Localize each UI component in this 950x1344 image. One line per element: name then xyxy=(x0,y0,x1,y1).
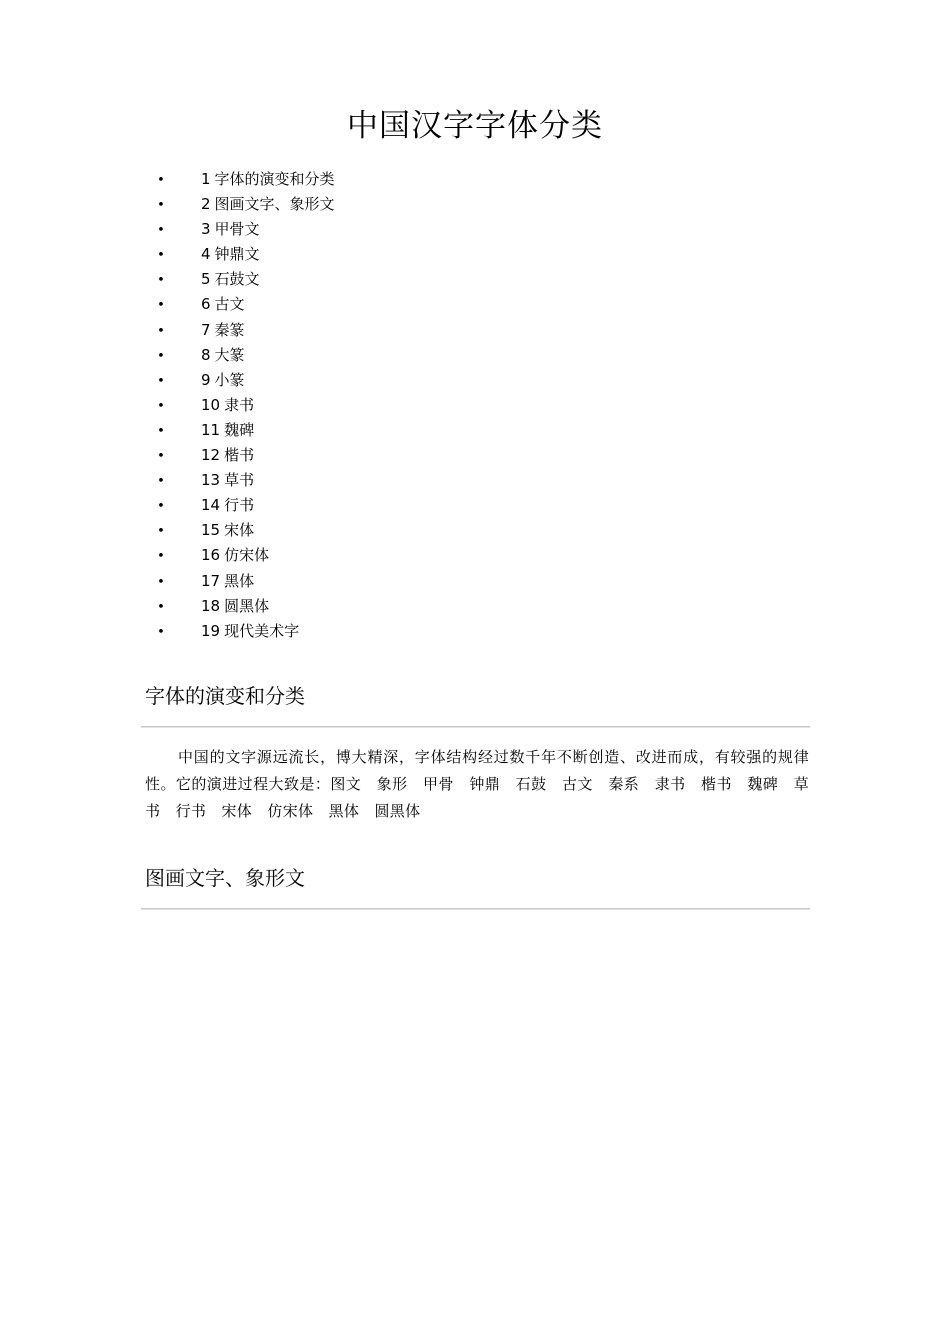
toc-link[interactable] xyxy=(201,418,254,443)
bullet-icon: • xyxy=(157,273,165,289)
bullet-icon: • xyxy=(157,398,165,414)
toc-item[interactable] xyxy=(0,217,600,242)
toc-item[interactable] xyxy=(0,242,600,267)
toc-label: 字体的演变和分类 xyxy=(214,170,335,188)
section-divider xyxy=(141,908,810,910)
bullet-icon: • xyxy=(157,574,165,590)
bullet-icon: • xyxy=(157,348,165,364)
bullet-icon: • xyxy=(157,599,165,615)
toc-link[interactable] xyxy=(201,468,254,493)
toc-item[interactable] xyxy=(0,267,600,292)
bullet-icon: • xyxy=(157,474,165,490)
toc-number: 8 xyxy=(201,345,211,364)
toc-link[interactable] xyxy=(201,619,299,644)
section-divider xyxy=(141,726,810,728)
toc-number: 12 xyxy=(201,446,221,465)
toc-number: 18 xyxy=(201,596,221,615)
toc-label: 宋体 xyxy=(224,521,255,540)
toc-number: 10 xyxy=(201,395,221,414)
toc-item[interactable] xyxy=(0,619,600,644)
toc-item[interactable] xyxy=(0,343,600,368)
toc-link[interactable] xyxy=(201,242,260,267)
bullet-icon: • xyxy=(157,298,165,314)
toc-label: 大篆 xyxy=(214,345,245,364)
toc-label: 隶书 xyxy=(224,395,255,414)
toc-link[interactable] xyxy=(201,318,245,343)
toc-item[interactable] xyxy=(0,468,600,493)
toc-item[interactable] xyxy=(0,443,600,468)
toc-number: 17 xyxy=(201,571,221,590)
section-heading-evolution: 字体的演变和分类 xyxy=(145,684,305,708)
toc-link[interactable] xyxy=(201,292,245,317)
toc-item[interactable] xyxy=(0,292,600,317)
toc-link[interactable] xyxy=(201,518,254,543)
toc-link[interactable] xyxy=(201,393,254,418)
toc-link[interactable] xyxy=(201,343,245,368)
toc-number: 14 xyxy=(201,496,221,515)
section-heading-pictograph: 图画文字、象形文 xyxy=(145,866,305,890)
bullet-icon: • xyxy=(157,173,165,188)
bullet-icon: • xyxy=(157,223,165,239)
bullet-icon: • xyxy=(157,449,165,465)
toc-item[interactable] xyxy=(0,569,600,594)
toc-label: 图画文字、象形文 xyxy=(214,195,335,214)
toc-label: 仿宋体 xyxy=(224,546,270,565)
toc-number: 6 xyxy=(201,295,211,314)
toc-number: 11 xyxy=(201,420,221,439)
toc-link[interactable] xyxy=(201,594,269,619)
toc-label: 行书 xyxy=(224,496,255,515)
toc-link[interactable] xyxy=(201,217,260,242)
toc-link[interactable] xyxy=(201,267,260,292)
bullet-icon: • xyxy=(157,524,165,540)
toc-link[interactable] xyxy=(201,443,254,468)
document-title: 中国汉字字体分类 xyxy=(347,108,603,144)
toc-item[interactable] xyxy=(0,318,600,343)
toc-label: 小篆 xyxy=(214,370,245,389)
toc-number: 13 xyxy=(201,471,221,490)
bullet-icon: • xyxy=(157,549,165,565)
toc-item[interactable] xyxy=(0,167,600,192)
toc-number: 2 xyxy=(201,195,211,214)
toc-item[interactable] xyxy=(0,368,600,393)
toc-number: 5 xyxy=(201,270,211,289)
toc-item[interactable] xyxy=(0,543,600,568)
toc-number: 16 xyxy=(201,546,221,565)
toc-item[interactable] xyxy=(0,493,600,518)
toc-number: 9 xyxy=(201,370,211,389)
toc-label: 圆黑体 xyxy=(224,596,270,615)
bullet-icon: • xyxy=(157,248,165,264)
toc-label: 甲骨文 xyxy=(214,220,260,239)
toc-label: 古文 xyxy=(214,295,245,314)
toc-number: 3 xyxy=(201,220,211,239)
bullet-icon: • xyxy=(157,373,165,389)
toc-item[interactable] xyxy=(0,594,600,619)
toc-label: 钟鼎文 xyxy=(214,245,260,264)
toc-number: 15 xyxy=(201,521,221,540)
bullet-icon: • xyxy=(157,499,165,515)
toc-item[interactable] xyxy=(0,192,600,217)
toc-label: 魏碑 xyxy=(224,420,255,439)
toc-label: 现代美术字 xyxy=(224,621,300,640)
toc-link[interactable] xyxy=(201,192,335,217)
toc-item[interactable] xyxy=(0,418,600,443)
toc-link[interactable] xyxy=(201,167,335,192)
bullet-icon: • xyxy=(157,323,165,339)
toc-number: 7 xyxy=(201,320,211,339)
toc-number: 4 xyxy=(201,245,211,264)
bullet-icon: • xyxy=(157,624,165,640)
bullet-icon: • xyxy=(157,423,165,439)
toc-label: 草书 xyxy=(224,471,255,490)
toc-item[interactable] xyxy=(0,518,600,543)
toc-label: 秦篆 xyxy=(214,320,245,339)
toc-link[interactable] xyxy=(201,493,254,518)
toc-item[interactable] xyxy=(0,393,600,418)
toc-label: 楷书 xyxy=(224,446,255,465)
section-body-evolution: 中国的文字源远流长，博大精深，字体结构经过数千年不断创造、改进而成，有较强的规律性。它的演进过程大致是：图文 象形 甲骨 钟鼎 石鼓 古文 秦系 隶书 楷书 魏碑 草书 行书 宋体 仿宋体 黑体 圆黑体 xyxy=(145,748,809,820)
toc-label: 黑体 xyxy=(224,571,255,590)
toc-label: 石鼓文 xyxy=(214,270,260,289)
toc-number: 1 xyxy=(201,170,211,188)
toc-link[interactable] xyxy=(201,368,245,393)
bullet-icon: • xyxy=(157,198,165,214)
toc-number: 19 xyxy=(201,621,221,640)
table-of-contents xyxy=(0,167,600,644)
toc-link[interactable] xyxy=(201,569,254,594)
toc-link[interactable] xyxy=(201,543,269,568)
